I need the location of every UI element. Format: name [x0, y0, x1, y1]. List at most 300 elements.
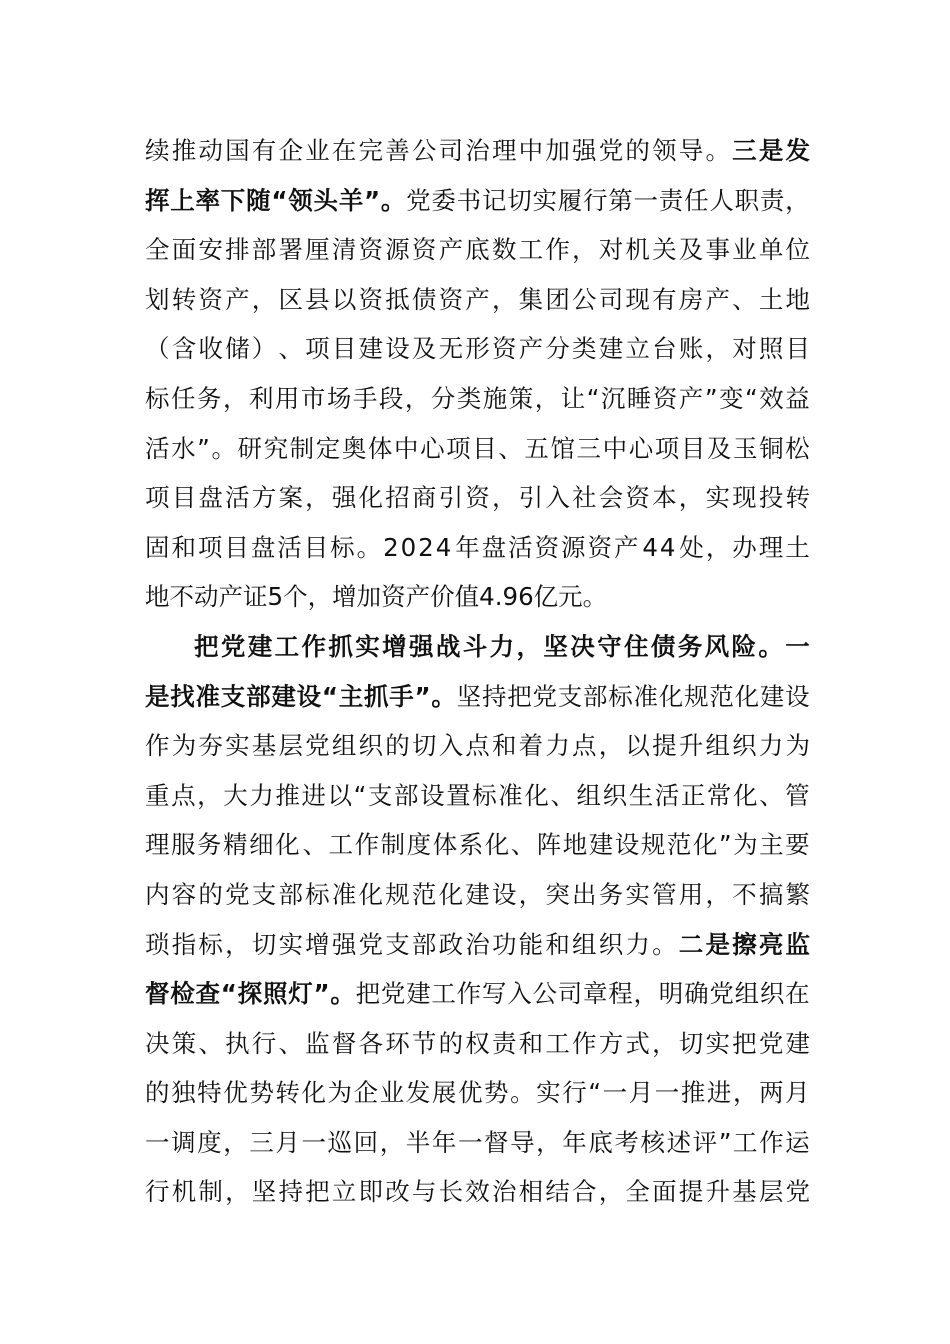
text-char: 工: [733, 1127, 758, 1157]
bold-text-char: 务: [677, 631, 703, 661]
text-char: 。: [582, 582, 608, 612]
text-char: “: [353, 780, 367, 810]
bold-text-char: 探: [237, 979, 263, 1009]
text-char: 细: [249, 830, 274, 860]
text-char: 标: [330, 532, 355, 562]
bold-text-char: 领: [288, 185, 313, 215]
text-char: 大: [223, 780, 248, 810]
text-char: 党: [406, 185, 431, 215]
text-char: 的: [145, 1078, 170, 1108]
bold-text-char: 。: [380, 185, 406, 215]
text-char: 度: [406, 830, 432, 860]
text-char: 运: [785, 1127, 810, 1157]
text-char: 面: [652, 1177, 677, 1207]
text-char: 面: [171, 235, 197, 265]
text-char: 权: [465, 1028, 490, 1058]
text-line-content: [145, 523, 810, 573]
text-line: [145, 1118, 810, 1168]
text-char: 党: [709, 979, 734, 1009]
text-char: 治: [491, 1177, 517, 1207]
text-char: 产: [405, 582, 431, 612]
text-char: 述: [666, 1127, 692, 1157]
text-char: 监: [305, 1028, 330, 1058]
bold-text-char: 抓: [328, 631, 353, 661]
text-char: 合: [572, 1177, 597, 1207]
text-char: 4: [435, 532, 452, 562]
text-char: ）: [251, 334, 277, 364]
text-char: ，: [572, 235, 597, 265]
text-char: 机: [171, 1177, 197, 1207]
text-char: 引: [438, 483, 464, 513]
text-char: ，: [598, 1177, 624, 1207]
text-char: 范: [666, 830, 692, 860]
text-char: 规: [385, 879, 410, 909]
text-char: 层: [758, 1177, 784, 1207]
text-char: 实: [705, 1028, 730, 1058]
text-char: 写: [481, 979, 507, 1009]
text-char: 项: [446, 433, 471, 463]
text-char: 管: [652, 879, 677, 909]
text-char: 实: [532, 185, 557, 215]
text-char: 持: [278, 1177, 303, 1207]
text-char: 现: [625, 284, 650, 314]
text-char: 力: [625, 929, 650, 959]
text-char: “: [586, 383, 600, 413]
text-char: 任: [170, 383, 196, 413]
text-char: 制: [289, 433, 315, 463]
text-char: 三: [576, 433, 602, 463]
text-char: 。: [211, 433, 236, 463]
text-line: [145, 672, 810, 722]
bold-text-char: 是: [705, 929, 730, 959]
text-char: 夯: [198, 731, 223, 761]
bold-text-char: 率: [195, 185, 221, 215]
text-char: 巡: [327, 1127, 353, 1157]
text-char: 目: [680, 433, 706, 463]
text-char: 设: [385, 334, 410, 364]
text-char: 入: [507, 979, 532, 1009]
text-char: 作: [145, 731, 170, 761]
bold-text-char: “: [220, 979, 237, 1009]
text-char: 的: [385, 731, 410, 761]
text-line-content: [145, 225, 810, 275]
text-char: 升: [678, 731, 704, 761]
text-char: ，: [491, 483, 517, 513]
text-char: 资: [358, 284, 383, 314]
text-char: 化: [733, 780, 758, 810]
text-char: 立: [331, 1177, 357, 1207]
text-char: 项: [654, 433, 680, 463]
text-char: 研: [237, 433, 263, 463]
text-char: 生: [628, 780, 654, 810]
text-char: 推: [275, 780, 300, 810]
text-char: 2: [418, 532, 434, 562]
text-char: 任: [684, 185, 709, 215]
text-char: 即: [358, 1177, 383, 1207]
text-char: 明: [658, 979, 684, 1009]
text-char: 馆: [550, 433, 575, 463]
text-char: 、: [278, 1028, 303, 1058]
text-char: 标: [472, 780, 497, 810]
bold-text-char: 手: [389, 681, 414, 711]
text-char: 办: [732, 532, 757, 562]
text-char: 化: [438, 879, 464, 909]
text-char: 独: [171, 1078, 196, 1108]
bold-text-char: 债: [650, 631, 676, 661]
text-char: 不: [732, 879, 757, 909]
text-char: 准: [498, 780, 523, 810]
text-char: 为: [171, 731, 197, 761]
text-char: 、: [759, 780, 784, 810]
text-char: 产: [518, 334, 544, 364]
text-char: 制: [198, 1177, 223, 1207]
text-char: 地: [145, 582, 170, 612]
text-char: 台: [652, 334, 677, 364]
text-line: [145, 176, 810, 226]
text-char: 行: [583, 185, 608, 215]
text-char: 搞: [758, 879, 784, 909]
text-char: 5: [267, 582, 284, 612]
text-char: 团: [545, 284, 570, 314]
text-line-content: [145, 920, 810, 970]
text-char: 为: [327, 1078, 353, 1108]
bold-text-char: 作: [301, 631, 326, 661]
text-char: 引: [518, 483, 544, 513]
text-char: 范: [411, 879, 437, 909]
text-char: 6: [518, 582, 534, 612]
text-char: 评: [692, 1127, 718, 1157]
text-char: 治: [465, 929, 490, 959]
text-char: 织: [358, 731, 383, 761]
text-char: 组: [734, 979, 760, 1009]
text-char: 转: [275, 1078, 300, 1108]
text-char: 执: [225, 1028, 250, 1058]
text-char: 把: [507, 681, 532, 711]
text-char: ，: [705, 532, 731, 562]
text-char: 式: [625, 1028, 650, 1058]
text-line-content: [145, 572, 810, 622]
text-char: 4: [642, 532, 658, 562]
text-char: 策: [508, 383, 534, 413]
text-char: 发: [405, 1078, 431, 1108]
text-char: 组: [331, 731, 357, 761]
text-char: 点: [465, 731, 490, 761]
text-char: 活: [225, 483, 250, 513]
text-char: 水: [171, 433, 196, 463]
text-char: 职: [734, 185, 760, 215]
text-char: ”: [197, 433, 210, 463]
text-char: 织: [598, 929, 624, 959]
text-char: 目: [331, 334, 357, 364]
text-line: [145, 870, 810, 920]
text-char: 党: [380, 979, 406, 1009]
bold-text-char: 把: [194, 631, 219, 661]
text-char: 底: [588, 1127, 613, 1157]
text-char: 标: [198, 929, 223, 959]
text-char: 务: [196, 383, 222, 413]
text-char: 目: [303, 532, 329, 562]
text-char: 实: [625, 879, 650, 909]
text-char: 展: [431, 1078, 457, 1108]
text-char: 规: [640, 830, 666, 860]
text-char: 现: [732, 483, 757, 513]
text-char: 部: [393, 780, 419, 810]
text-char: 增: [332, 582, 357, 612]
text-line: [145, 1019, 810, 1069]
text-char: 党: [598, 136, 624, 165]
text-char: 。: [705, 136, 730, 165]
text-char: 和: [518, 1028, 544, 1058]
text-char: ，: [223, 1127, 248, 1157]
text-char: 目: [224, 532, 249, 562]
text-char: 导: [678, 136, 704, 165]
bold-text-char: 检: [170, 979, 195, 1009]
text-char: 工: [431, 979, 456, 1009]
text-char: .: [494, 582, 503, 612]
text-char: 突: [545, 879, 570, 909]
bold-text-char: 灯: [288, 979, 313, 1009]
text-char: 委: [431, 185, 456, 215]
text-char: 相: [518, 1177, 544, 1207]
text-char: 储: [225, 334, 250, 364]
text-char: 价: [430, 582, 455, 612]
text-char: 一: [457, 1127, 483, 1157]
text-char: 设: [491, 879, 517, 909]
text-char: 精: [223, 830, 248, 860]
text-char: 持: [481, 681, 507, 711]
text-char: 产: [438, 235, 464, 265]
text-char: 为: [733, 830, 758, 860]
text-line-content: [145, 473, 810, 523]
text-line-content: [145, 672, 810, 722]
text-char: 组: [576, 780, 602, 810]
text-char: 署: [278, 235, 303, 265]
bold-text-char: 查: [195, 979, 221, 1009]
text-char: 集: [518, 284, 544, 314]
text-char: 市: [300, 383, 326, 413]
text-char: ，: [678, 483, 704, 513]
text-char: 部: [251, 235, 277, 265]
text-char: 实: [705, 483, 730, 513]
bold-text-char: 准: [195, 681, 221, 711]
text-char: 推: [680, 1078, 706, 1108]
text-char: 化: [524, 780, 549, 810]
text-char: 司: [438, 136, 464, 165]
text-char: 织: [602, 780, 628, 810]
text-char: 部: [278, 879, 303, 909]
text-char: 松: [785, 433, 810, 463]
text-char: 形: [465, 334, 490, 364]
text-char: 在: [331, 136, 357, 165]
text-char: 内: [145, 879, 170, 909]
text-char: 手: [352, 383, 378, 413]
text-char: 务: [197, 830, 222, 860]
text-char: 年: [431, 1127, 457, 1157]
bold-text-char: 险: [731, 631, 756, 661]
bold-text-char: 。: [330, 979, 355, 1009]
bold-text-char: 建: [247, 631, 273, 661]
text-char: 决: [145, 1028, 170, 1058]
text-char: 投: [758, 483, 784, 513]
text-char: 全: [145, 235, 170, 265]
text-char: 资: [358, 235, 383, 265]
text-char: 第: [608, 185, 633, 215]
bold-text-char: ”: [414, 681, 431, 711]
text-char: ，: [652, 1028, 677, 1058]
text-line: [145, 275, 810, 325]
text-char: 盘: [250, 532, 276, 562]
text-char: 、: [550, 780, 575, 810]
text-char: 产: [225, 284, 250, 314]
text-line-content: [145, 424, 810, 474]
text-char: 抵: [385, 284, 410, 314]
bold-text-char: ”: [364, 185, 381, 215]
text-char: 书: [456, 185, 482, 215]
text-char: 房: [678, 284, 704, 314]
text-char: 长: [438, 1177, 464, 1207]
text-line-content: [145, 870, 810, 920]
text-char: 以: [331, 284, 357, 314]
text-char: ，: [536, 1127, 561, 1157]
text-char: 强: [331, 483, 357, 513]
bold-text-char: “: [321, 681, 338, 711]
text-char: 和: [171, 532, 196, 562]
text-char: 设: [614, 830, 640, 860]
text-char: 资: [491, 334, 517, 364]
text-char: 势: [484, 1078, 509, 1108]
text-line: [145, 225, 810, 275]
text-char: 设: [785, 681, 810, 711]
text-char: 作: [759, 1127, 784, 1157]
bold-text-char: 住: [624, 631, 649, 661]
text-char: 一: [654, 1078, 680, 1108]
text-char: 策: [171, 1028, 197, 1058]
text-char: ，: [633, 979, 659, 1009]
text-char: 固: [145, 532, 170, 562]
text-char: 务: [598, 879, 624, 909]
text-char: 和: [545, 929, 570, 959]
text-line: [145, 523, 810, 573]
text-char: 盘: [481, 532, 507, 562]
text-char: 琐: [145, 929, 170, 959]
text-char: 行: [145, 1177, 170, 1207]
text-char: 化: [692, 830, 718, 860]
text-char: 不: [169, 582, 194, 612]
text-char: 县: [305, 284, 330, 314]
text-char: 建: [759, 681, 785, 711]
text-char: 、: [510, 830, 536, 860]
text-char: 常: [706, 780, 732, 810]
text-line-content: [145, 324, 810, 374]
text-char: 活: [145, 433, 170, 463]
text-char: “: [588, 1078, 602, 1108]
text-char: 指: [171, 929, 197, 959]
bold-text-char: 主: [338, 681, 364, 711]
text-char: 党: [225, 879, 250, 909]
text-char: 正: [680, 780, 706, 810]
text-char: 土: [758, 284, 784, 314]
text-char: 地: [562, 830, 588, 860]
text-char: 和: [491, 731, 517, 761]
text-char: ”: [718, 830, 732, 860]
text-char: 增: [305, 929, 330, 959]
text-char: 全: [625, 1177, 650, 1207]
text-char: 案: [278, 483, 303, 513]
bold-text-char: 实: [355, 631, 380, 661]
text-char: 效: [759, 383, 784, 413]
text-char: 提: [678, 1177, 704, 1207]
text-char: 强: [572, 136, 597, 165]
text-char: 实: [278, 929, 303, 959]
text-char: 关: [652, 235, 677, 265]
text-char: 年: [562, 1127, 587, 1157]
bold-text-char: 羊: [338, 185, 364, 215]
text-char: 、: [732, 284, 757, 314]
bold-text-char: 一: [785, 631, 810, 661]
text-char: 沉: [600, 383, 626, 413]
text-char: 年: [455, 532, 480, 562]
text-char: ，: [518, 879, 544, 909]
text-char: 管: [785, 780, 810, 810]
text-char: 体: [432, 830, 458, 860]
text-char: 部: [583, 681, 608, 711]
text-char: 会: [598, 483, 624, 513]
text-char: 化: [734, 681, 760, 711]
text-char: 织: [732, 731, 757, 761]
body-text: [145, 126, 810, 1217]
text-line-content: [145, 275, 810, 325]
text-char: 分: [545, 334, 570, 364]
text-char: 支: [385, 929, 410, 959]
text-char: 业: [379, 1078, 405, 1108]
text-char: 织: [759, 979, 785, 1009]
bold-text-char: 随: [246, 185, 271, 215]
text-char: 作: [572, 1028, 597, 1058]
text-line: [145, 126, 810, 176]
bold-text-char: 亮: [758, 929, 784, 959]
text-char: 公: [532, 979, 557, 1009]
text-char: 划: [145, 284, 170, 314]
text-char: 领: [652, 136, 677, 165]
text-char: 活: [277, 532, 302, 562]
text-char: 让: [560, 383, 586, 413]
bold-text-char: 擦: [732, 929, 757, 959]
text-char: 资: [438, 284, 464, 314]
text-char: 、: [198, 1028, 223, 1058]
bold-text-char: 斗: [462, 631, 488, 661]
text-char: ，: [491, 284, 517, 314]
text-char: 。: [510, 1078, 535, 1108]
text-char: 中: [393, 433, 419, 463]
text-char: 建: [588, 830, 614, 860]
text-line-content: [145, 176, 810, 226]
bold-text-char: 督: [145, 979, 170, 1009]
text-char: ，: [785, 185, 810, 215]
text-char: 化: [301, 1078, 326, 1108]
text-char: 切: [507, 185, 532, 215]
text-line: [145, 374, 810, 424]
text-char: 切: [678, 1028, 704, 1058]
text-char: 值: [454, 582, 480, 612]
text-char: 建: [406, 979, 431, 1009]
text-line: [145, 622, 810, 672]
text-char: 国: [225, 136, 250, 165]
text-char: 、: [302, 830, 328, 860]
text-line: [145, 1167, 810, 1217]
text-char: 项: [305, 334, 330, 364]
text-char: 功: [491, 929, 517, 959]
text-char: 实: [536, 1078, 561, 1108]
